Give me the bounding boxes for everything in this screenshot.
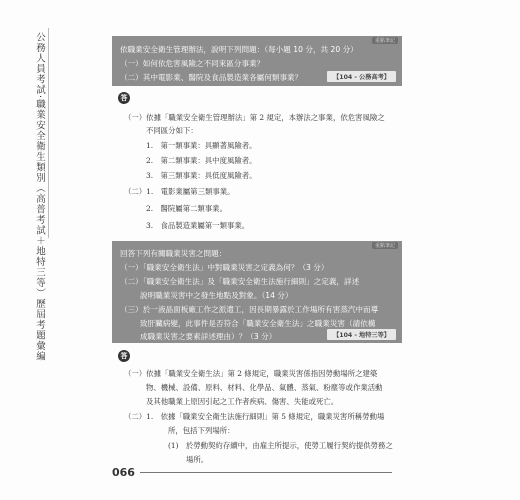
question-box-1 xyxy=(112,36,402,86)
question-text: （二）「職業安全衛生法」及「職業安全衛生法施行細則」之定義，詳述 xyxy=(120,277,360,286)
question-text: （一）「職業安全衛生法」中對職業災害之定義為何？（3 分） xyxy=(120,263,329,272)
answer-text: （二）1. 依據「職業安全衛生法施行細則」第 5 條規定，職業災害所稱勞動場 xyxy=(124,412,385,421)
note-tag: 重點筆記 xyxy=(372,242,398,249)
question-text: 成職業災害之要素詳述理由）？（3 分） xyxy=(140,332,277,341)
answer-text: （一）依據「職業安全衛生法」第 2 條規定，職業災害係指因勞動場所之建築 xyxy=(124,369,378,378)
answer-text: （一）依據「職業安全衛生管理辦法」第 2 規定，本辦法之事業，依危害風險之 xyxy=(124,113,385,122)
answer-text: （二）1. 電影業屬第三類事業。 xyxy=(124,187,235,196)
question-text: （二）其中電影業、醫院及食品製造業各屬何類事業？ xyxy=(120,73,303,82)
footer-divider xyxy=(140,472,392,473)
answer-text: 3. 食品製造業屬第一類事業。 xyxy=(146,221,250,230)
answer-text: 不同區分如下： xyxy=(146,126,198,135)
note-tag: 重點筆記 xyxy=(372,37,398,44)
answer-text: 1. 第一類事業：具顯著風險者。 xyxy=(146,141,257,150)
answer-icon: 答 xyxy=(118,350,130,362)
answer-text: 3. 第三類事業：具低度風險者。 xyxy=(146,171,257,180)
answer-text: 及其他職業上原因引起之工作者疾病、傷害、失能或死亡。 xyxy=(146,397,339,406)
question-text: 依職業安全衛生管理辦法，說明下列問題：（每小題 10 分，共 20 分） xyxy=(120,45,358,54)
question-text: （一）如何依危害風險之不同來區分事業？ xyxy=(120,59,265,68)
page-number: 066 xyxy=(112,466,135,479)
answer-text: 物、機械、設備、原料、材料、化學品、氣體、蒸氣、粉塵等或作業活動 xyxy=(146,383,383,392)
question-text: （三）於一液晶面板廠工作之派遣工，因長期暴露於工作場所有害蒸汽中而導 xyxy=(120,305,379,314)
side-divider xyxy=(48,28,49,238)
answer-text: (1) 於勞動契約存續中，由雇主所提示，使勞工履行契約提供勞務之 xyxy=(168,441,393,450)
answer-icon: 答 xyxy=(118,92,130,104)
question-text: 說明職業災害中之發生地點及對象。（14 分） xyxy=(140,291,293,300)
question-text: 致肝臟病變，此事件是否符合「職業安全衛生法」之職業災害（請依構 xyxy=(140,319,376,328)
exam-source-badge: 【104 - 地特三等】 xyxy=(327,329,396,340)
question-box-2 xyxy=(112,241,402,343)
answer-text: 所，包括下列場所： xyxy=(168,426,235,435)
answer-text: 2. 醫院屬第二類事業。 xyxy=(146,204,227,213)
answer-text: 2. 第二類事業：具中度風險者。 xyxy=(146,156,257,165)
answer-text: 場所。 xyxy=(186,455,209,464)
book-title-vertical: 公務人員考試‧職業安全衛生類別（高普考試＋地特三等）歷屆考題彙編 xyxy=(34,32,45,362)
exam-source-badge: 【104 - 公務高考】 xyxy=(327,71,396,82)
question-text: 回答下列有關職業災害之問題： xyxy=(120,249,227,258)
